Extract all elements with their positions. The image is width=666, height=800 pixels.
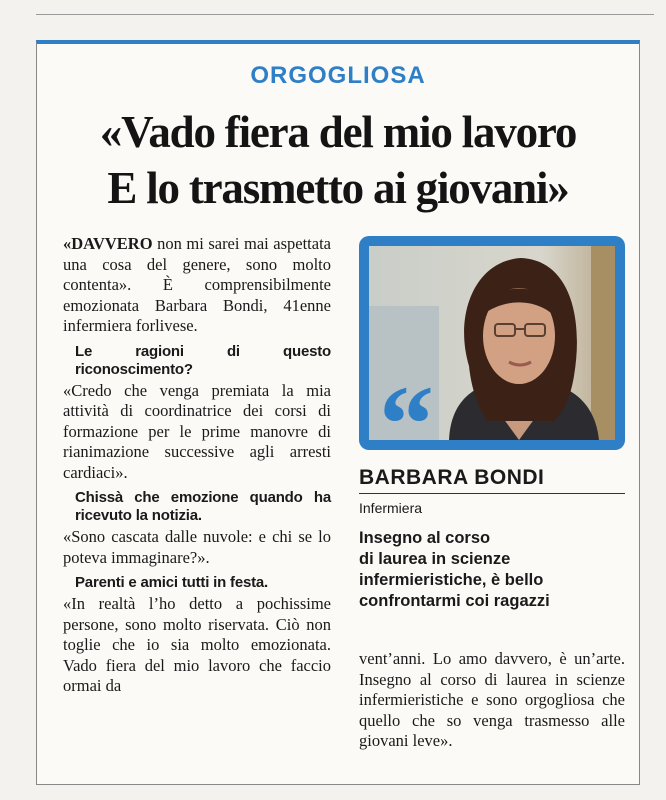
article-card [36,40,640,785]
lead-bold: «DAVVERO [63,234,153,253]
lead-paragraph [63,234,331,337]
profile-role: Infermiera [359,500,423,516]
pull-quote-line-1: Insegno al corso [359,529,491,547]
headline [45,104,631,216]
continuation-paragraph: vent’anni. Lo amo davvero, è un’arte. Insegno al corso di laurea in scienze infermieristiche e sono orgogliosa che quello che so venga trasmesso alle giovani leve». [359,649,625,750]
answer-2: «Sono cascata dalle nuvole: e chi se lo poteva immaginare?». [63,527,331,567]
kicker: ORGOGLIOSA [250,62,426,89]
quote-mark-icon: “ [379,363,434,485]
top-rule [36,14,654,15]
body-column-left [63,234,331,697]
pull-quote-line-3: infermieristiche, è bello [359,571,544,589]
question-2: Chissà che emozione quando ha ricevuto la notizia. [75,489,331,524]
question-3: Parenti e amici tutti in festa. [75,574,269,591]
question-1: Le ragioni di questo riconoscimento? [75,342,331,378]
profile-name: BARBARA BONDI [359,466,625,494]
answer-1: «Credo che venga premiata la mia attività di coordinatrice dei corsi di formazione per le prime manovre di rianimazione successive agli arresti cardiaci». [63,380,331,482]
lead-text: non mi sarei mai aspettata una cosa del genere, sono molto contenta». È comprensibilmente emozionata Barbara Bondi, 41enne infermiera forlivese. [63,234,331,335]
answer-3: «In realtà l’ho detto a pochissime persone, sono molto riservata. Ciò non toglie che io sia molto emozionata. Vado fiera del mio lavoro che faccio ormai da [63,594,331,695]
pull-quote-line-4: confrontarmi coi ragazzi [359,592,550,610]
headline-line-2: E lo trasmetto ai giovani» [107,163,569,213]
pull-quote [359,528,625,612]
headline-line-1: «Vado fiera del mio lavoro [99,107,577,157]
body-column-right [359,649,625,752]
pull-quote-line-2: di laurea in scienze [359,550,511,568]
